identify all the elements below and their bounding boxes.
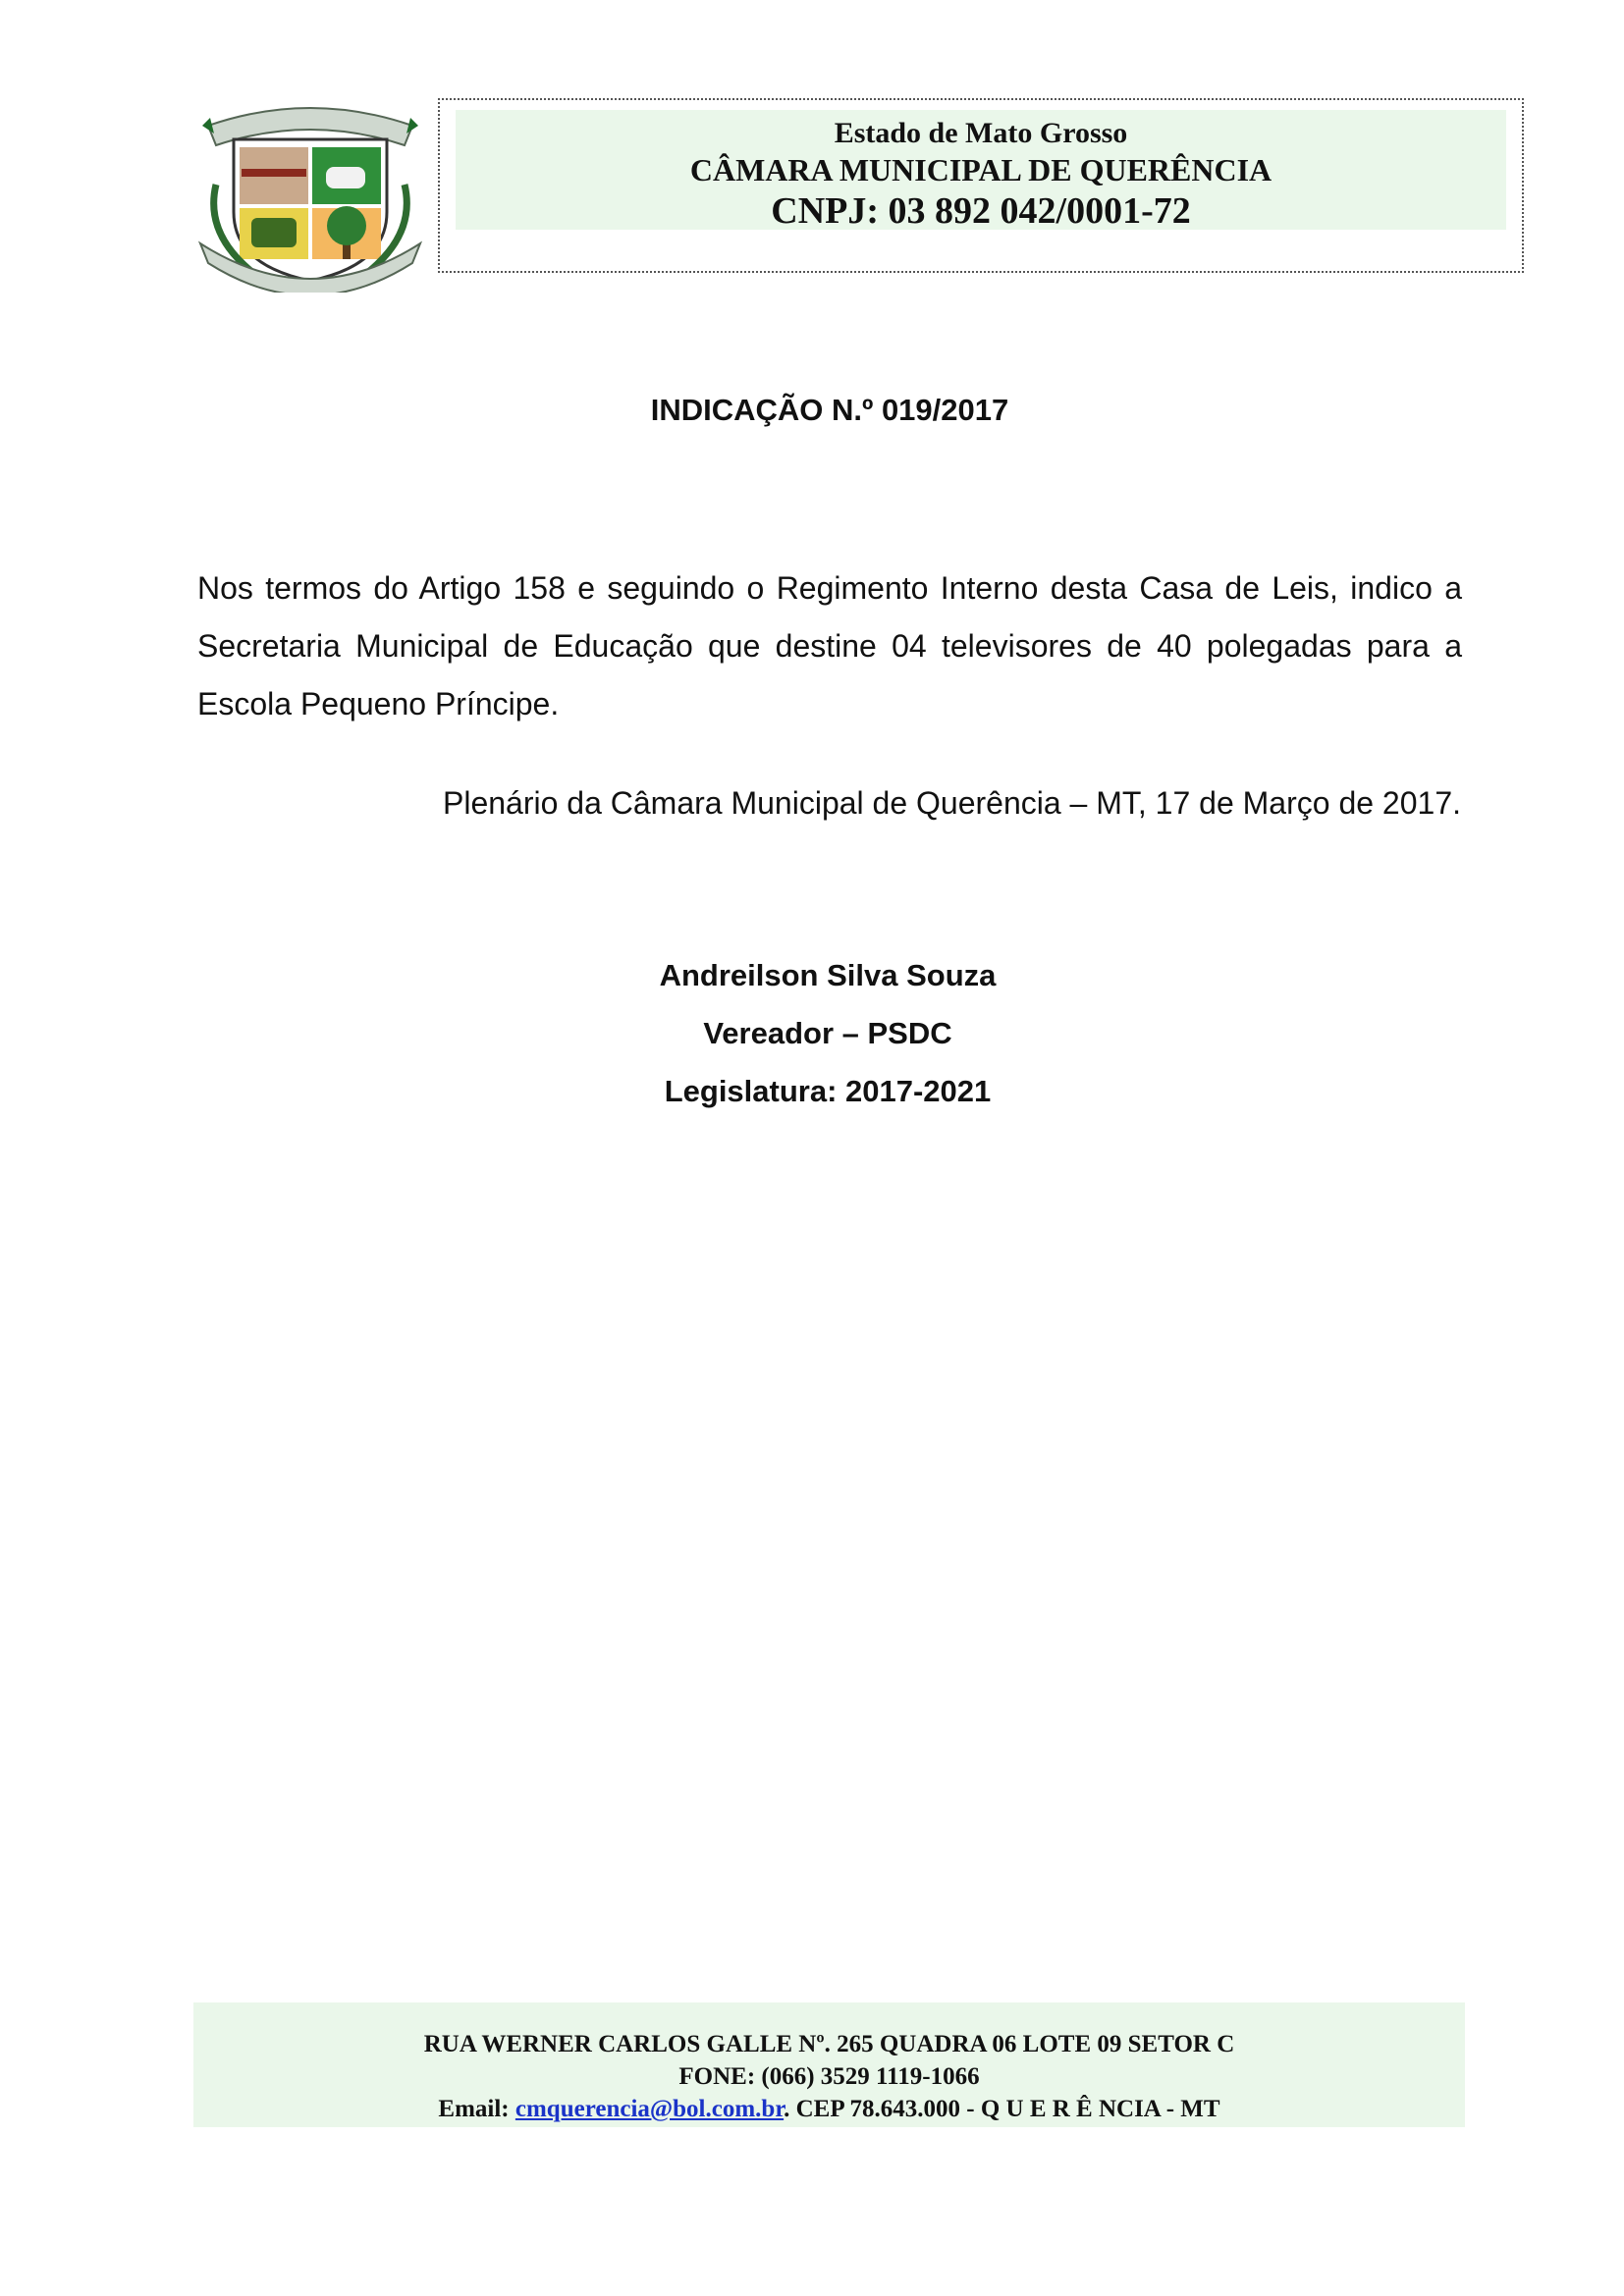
signature-row-name bbox=[0, 958, 1624, 993]
signer-role: Vereador – PSDC bbox=[703, 1016, 952, 1050]
state-name: Estado de Mato Grosso bbox=[834, 117, 1128, 149]
institution-name: CÂMARA MUNICIPAL DE QUERÊNCIA bbox=[689, 152, 1272, 187]
signature-row-term bbox=[0, 1074, 1624, 1109]
letterhead-box bbox=[438, 98, 1524, 273]
signer-name: Andreilson Silva Souza bbox=[659, 958, 997, 992]
cnpj-number: CNPJ: 03 892 042/0001-72 bbox=[771, 190, 1191, 232]
place-date: Plenário da Câmara Municipal de Querência – MT, 17 de Março de 2017. bbox=[442, 785, 1461, 821]
footer-contact-line bbox=[193, 2093, 1465, 2125]
footer-cep: . CEP 78.643.000 - Q U E R Ê NCIA - MT bbox=[784, 2096, 1220, 2122]
footer-email-link[interactable]: cmquerencia@bol.com.br bbox=[514, 2096, 785, 2122]
document-body: Nos termos do Artigo 158 e seguindo o Regimento Interno desta Casa de Leis, indico a Secretaria Municipal de Educação que destine 04 televisores de 40 polegadas para a Escola Pequeno Príncipe. bbox=[197, 570, 1462, 721]
footer-address: RUA WERNER CARLOS GALLE Nº. 265 QUADRA 06 LOTE 09 SETOR C bbox=[423, 2031, 1235, 2057]
signature-row-role bbox=[0, 1016, 1624, 1051]
municipal-seal bbox=[194, 96, 426, 293]
letterhead-banner bbox=[456, 110, 1506, 230]
footer-phone: FONE: (066) 3529 1119-1066 bbox=[678, 2063, 980, 2090]
document-title-row bbox=[0, 393, 1624, 428]
signer-term: Legislatura: 2017-2021 bbox=[664, 1074, 992, 1108]
footer-banner bbox=[193, 2002, 1465, 2127]
document-title: INDICAÇÃO N.º 019/2017 bbox=[650, 393, 1009, 427]
footer-email-label: Email: bbox=[438, 2096, 515, 2122]
